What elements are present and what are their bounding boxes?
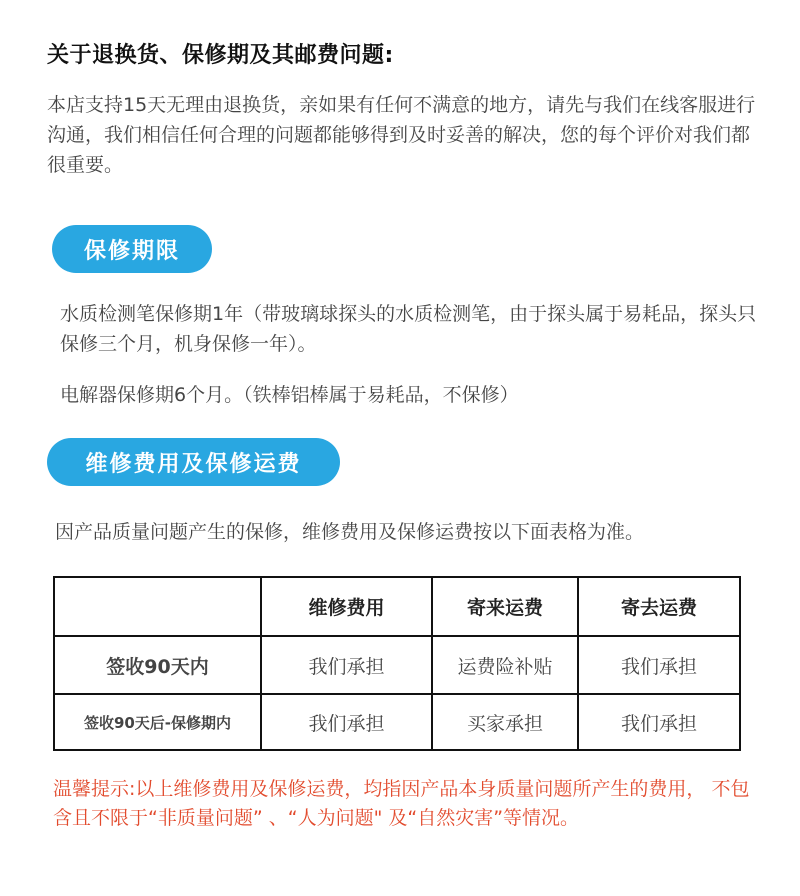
table-cell: 买家承担 <box>432 694 578 750</box>
table-header-cell <box>54 577 261 636</box>
table-cell: 运费险补贴 <box>432 636 578 694</box>
repair-section-label: 维修费用及保修运费 <box>47 438 340 486</box>
table-header-cell: 寄去运费 <box>578 577 740 636</box>
table-cell: 我们承担 <box>578 694 740 750</box>
warranty-section-label: 保修期限 <box>52 225 212 273</box>
warranty-pen-text: 水质检测笔保修期1年（带玻璃球探头的水质检测笔，由于探头属于易耗品，探头只保修三个月，机身保修一年）。 <box>60 303 757 355</box>
table-row <box>54 636 740 694</box>
table-header-row <box>54 577 740 636</box>
fee-table <box>53 576 741 751</box>
intro-paragraph: 本店支持15天无理由退换货，亲如果有任何不满意的地方，请先与我们在线客服进行沟通，我们相信任何合理的问题都能够得到及时妥善的解决，您的每个评价对我们都很重要。 <box>47 94 756 176</box>
table-cell: 我们承担 <box>261 636 432 694</box>
table-header-cell: 寄来运费 <box>432 577 578 636</box>
table-row-head: 签收90天后-保修期内 <box>54 694 261 750</box>
page-title: 关于退换货、保修期及其邮费问题: <box>47 43 394 68</box>
table-cell: 我们承担 <box>578 636 740 694</box>
warm-tip-note: 温馨提示:以上维修费用及保修运费，均指因产品本身质量问题所产生的费用， 不包含且不限于“非质量问题” 、“人为问题" 及“自然灾害”等情况。 <box>53 778 750 829</box>
table-row <box>54 694 740 750</box>
warranty-electrolyzer-text: 电解器保修期6个月。（铁棒铝棒属于易耗品，不保修） <box>60 384 519 406</box>
table-cell: 我们承担 <box>261 694 432 750</box>
table-header-cell: 维修费用 <box>261 577 432 636</box>
repair-description: 因产品质量问题产生的保修，维修费用及保修运费按以下面表格为准。 <box>55 521 645 543</box>
table-row-head: 签收90天内 <box>54 636 261 694</box>
